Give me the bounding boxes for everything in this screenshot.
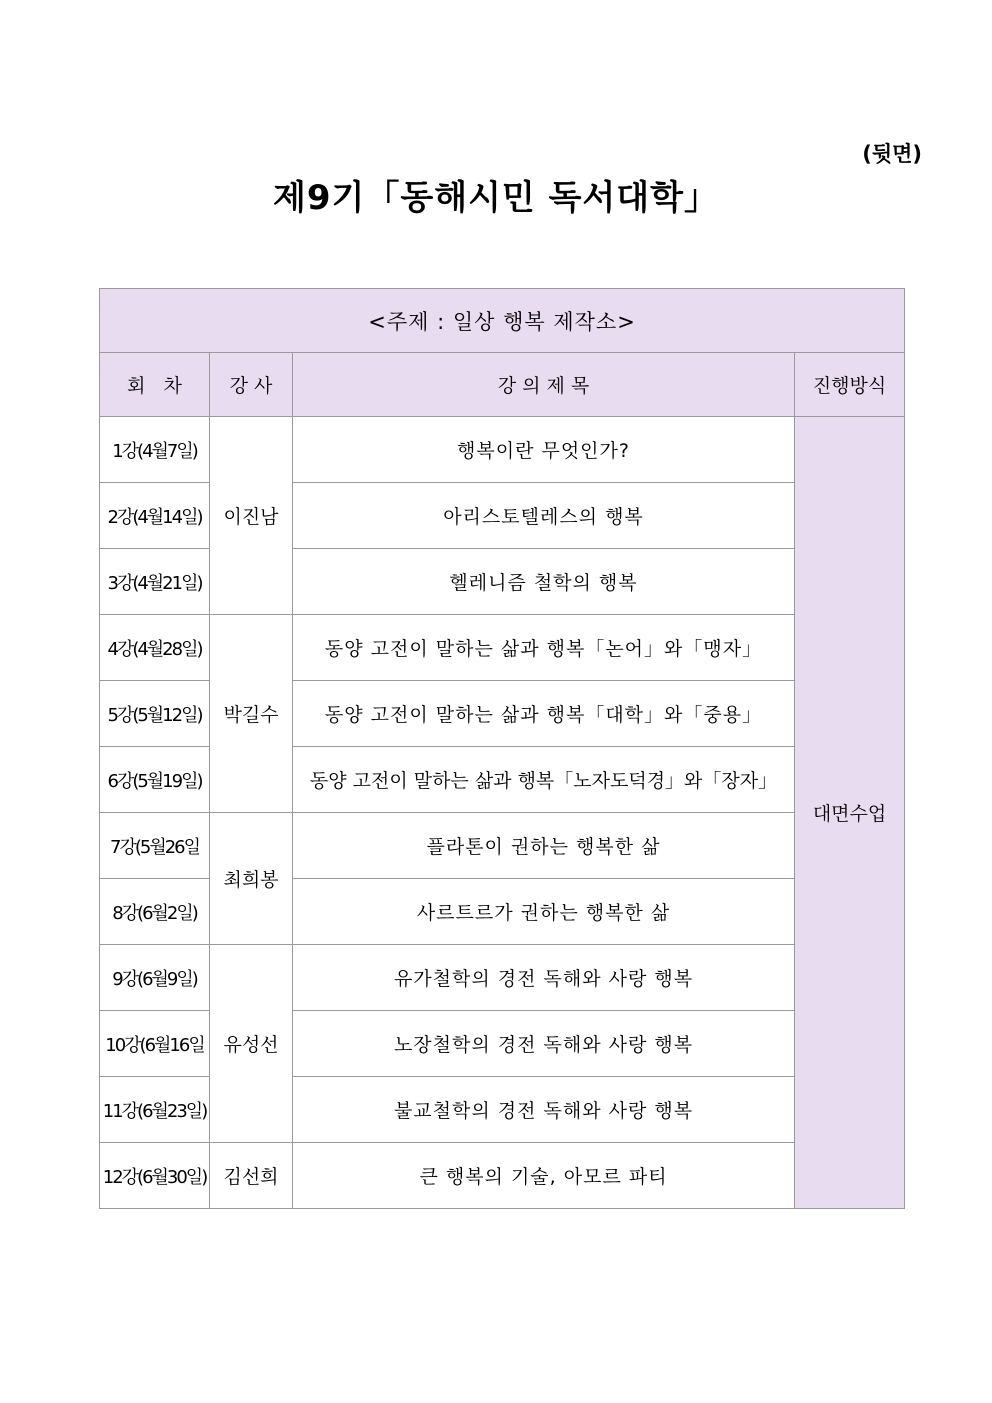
column-header-method: 진행방식 — [795, 353, 905, 417]
back-side-label: (뒷면) — [862, 142, 922, 166]
lecturer-cell: 최희봉 — [210, 813, 293, 945]
lecture-title-cell: 유가철학의 경전 독해와 사랑 행복 — [293, 945, 795, 1011]
lecturer-cell: 이진남 — [210, 417, 293, 615]
header-row — [100, 353, 905, 417]
session-cell: 3강(4월21일) — [100, 549, 210, 615]
session-cell: 7강(5월26일 — [100, 813, 210, 879]
session-cell: 2강(4월14일) — [100, 483, 210, 549]
lecturer-cell: 박길수 — [210, 615, 293, 813]
table-row — [100, 813, 905, 879]
theme-title: <주제 : 일상 행복 제작소> — [100, 289, 905, 353]
session-cell: 4강(4월28일) — [100, 615, 210, 681]
lecturer-cell: 유성선 — [210, 945, 293, 1143]
session-cell: 9강(6월9일) — [100, 945, 210, 1011]
lecture-title-cell: 사르트르가 권하는 행복한 삶 — [293, 879, 795, 945]
lecture-schedule-table — [99, 288, 905, 1209]
lecture-title-cell: 아리스토텔레스의 행복 — [293, 483, 795, 549]
lecture-title-cell: 동양 고전이 말하는 삶과 행복「논어」와「맹자」 — [293, 615, 795, 681]
lecturer-cell: 김선희 — [210, 1143, 293, 1209]
session-cell: 8강(6월2일) — [100, 879, 210, 945]
table-row — [100, 417, 905, 483]
session-cell: 10강(6월16일 — [100, 1011, 210, 1077]
session-cell: 11강(6월23일) — [100, 1077, 210, 1143]
table-row — [100, 615, 905, 681]
session-cell: 12강(6월30일) — [100, 1143, 210, 1209]
method-cell: 대면수업 — [795, 417, 905, 1209]
column-header-lecturer: 강 사 — [210, 353, 293, 417]
session-cell: 6강(5월19일) — [100, 747, 210, 813]
session-cell: 5강(5월12일) — [100, 681, 210, 747]
column-header-session: 회 차 — [100, 353, 210, 417]
lecture-title-cell: 플라톤이 권하는 행복한 삶 — [293, 813, 795, 879]
lecture-title-cell: 큰 행복의 기술, 아모르 파티 — [293, 1143, 795, 1209]
lecture-title-cell: 동양 고전이 말하는 삶과 행복「노자도덕경」와「장자」 — [293, 747, 795, 813]
theme-row — [100, 289, 905, 353]
table-row — [100, 945, 905, 1011]
lecture-title-cell: 헬레니즘 철학의 행복 — [293, 549, 795, 615]
table-row — [100, 1143, 905, 1209]
session-cell: 1강(4월7일) — [100, 417, 210, 483]
document-title: 제9기「동해시민 독서대학」 — [273, 178, 719, 218]
lecture-title-cell: 노장철학의 경전 독해와 사랑 행복 — [293, 1011, 795, 1077]
lecture-title-cell: 불교철학의 경전 독해와 사랑 행복 — [293, 1077, 795, 1143]
lecture-title-cell: 동양 고전이 말하는 삶과 행복「대학」와「중용」 — [293, 681, 795, 747]
column-header-title: 강 의 제 목 — [293, 353, 795, 417]
lecture-title-cell: 행복이란 무엇인가? — [293, 417, 795, 483]
